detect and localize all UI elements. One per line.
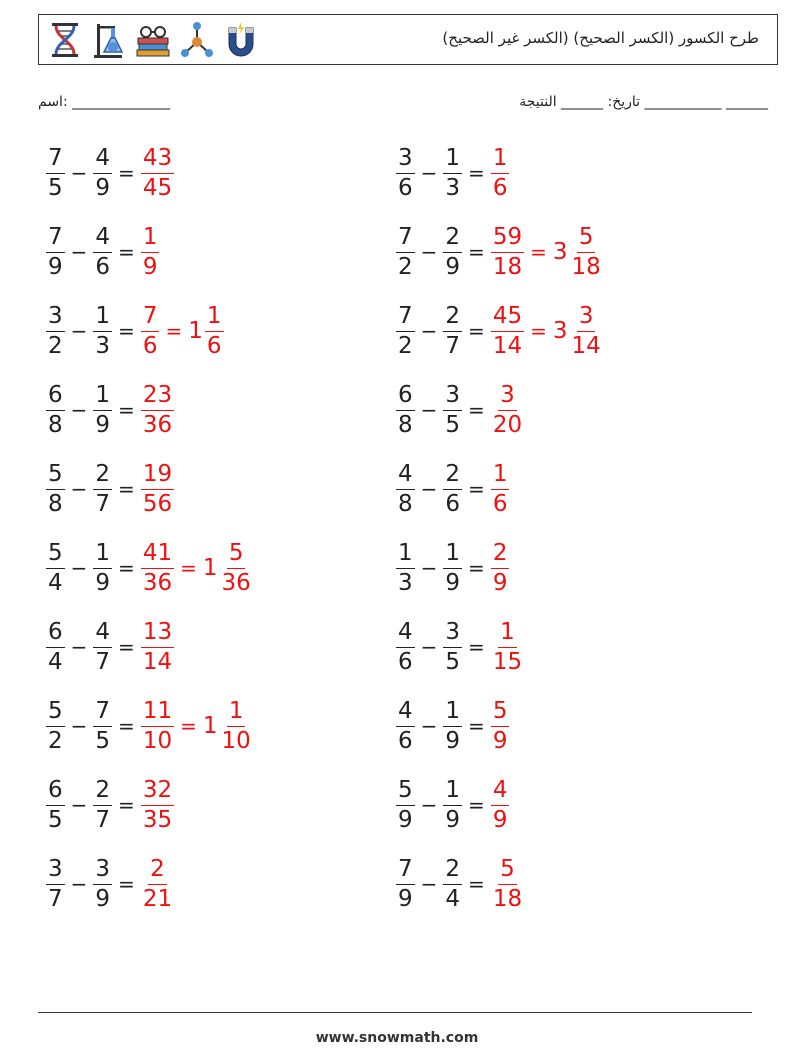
fraction-a-numerator: 6	[46, 621, 65, 648]
fraction-a-denominator: 8	[398, 411, 413, 438]
answer-fraction	[491, 223, 524, 280]
answer	[141, 539, 253, 596]
problem-row	[396, 533, 509, 603]
mixed-whole: 1	[202, 713, 218, 739]
problem-row	[46, 138, 174, 208]
minus-sign: −	[70, 872, 88, 896]
fraction-a-denominator: 7	[48, 885, 63, 912]
fraction-a	[396, 855, 415, 912]
fraction-b-numerator: 2	[93, 463, 112, 490]
answer-fraction	[141, 776, 174, 833]
equals-sign: =	[118, 161, 135, 185]
fraction-b-denominator: 9	[445, 569, 461, 596]
answer	[491, 697, 510, 754]
name-label: اسم: ______________	[38, 94, 171, 110]
fraction-b-numerator: 2	[443, 305, 462, 332]
answer-fraction	[141, 381, 174, 438]
fraction-a-denominator: 4	[48, 648, 63, 675]
fraction-b	[443, 855, 462, 912]
fraction-b	[93, 855, 112, 912]
answer-fraction-numerator: 32	[141, 779, 174, 806]
minus-sign: −	[420, 240, 438, 264]
answer-fraction-denominator: 20	[492, 411, 523, 438]
mixed-numerator: 5	[227, 542, 246, 569]
fraction-a-denominator: 9	[398, 806, 413, 833]
mixed-denominator: 18	[571, 253, 601, 280]
fraction-a-denominator: 5	[48, 174, 63, 201]
minus-sign: −	[420, 319, 438, 343]
answer	[141, 855, 174, 912]
fraction-b-denominator: 9	[95, 569, 111, 596]
answer-equals-sign: =	[165, 319, 183, 343]
answer-fraction-numerator: 1	[141, 226, 160, 253]
fraction-b	[443, 223, 462, 280]
fraction-a	[396, 302, 415, 359]
fraction-a-numerator: 5	[46, 463, 65, 490]
answer	[141, 381, 174, 438]
problem-row	[46, 849, 174, 919]
fraction-b-denominator: 6	[445, 490, 461, 517]
minus-sign: −	[420, 872, 438, 896]
answer-fraction	[491, 144, 510, 201]
minus-sign: −	[420, 161, 438, 185]
fraction-a	[46, 381, 65, 438]
answer	[491, 618, 524, 675]
fraction-b	[443, 776, 462, 833]
equals-sign: =	[118, 793, 135, 817]
minus-sign: −	[70, 161, 88, 185]
problem-row	[396, 691, 509, 761]
answer-fraction-denominator: 15	[492, 648, 523, 675]
lab-stand-flask-icon	[91, 20, 127, 60]
minus-sign: −	[420, 635, 438, 659]
fraction-b-denominator: 5	[445, 648, 461, 675]
equals-sign: =	[118, 872, 135, 896]
fraction-a	[396, 460, 415, 517]
fraction-b-numerator: 1	[443, 542, 462, 569]
fraction-a-denominator: 8	[48, 490, 63, 517]
answer-fraction-numerator: 7	[141, 305, 160, 332]
fraction-b-numerator: 1	[443, 700, 462, 727]
problem-row	[396, 612, 524, 682]
header-icons	[47, 20, 259, 60]
fraction-a-denominator: 8	[398, 490, 413, 517]
answer	[491, 855, 524, 912]
answer-fraction	[141, 618, 174, 675]
fraction-a-numerator: 3	[46, 858, 65, 885]
answer-fraction	[141, 302, 160, 359]
answer	[141, 697, 253, 754]
minus-sign: −	[70, 793, 88, 817]
fraction-b-numerator: 2	[443, 858, 462, 885]
fraction-a-denominator: 2	[48, 332, 63, 359]
fraction-b-numerator: 2	[443, 463, 462, 490]
fraction-a	[396, 697, 415, 754]
fraction-a-denominator: 9	[398, 885, 413, 912]
equals-sign: =	[468, 398, 485, 422]
answer-fraction	[141, 539, 174, 596]
fraction-b-numerator: 4	[93, 621, 112, 648]
fraction-a-numerator: 7	[396, 226, 415, 253]
fraction-b	[443, 539, 462, 596]
fraction-a	[396, 381, 415, 438]
minus-sign: −	[420, 398, 438, 422]
answer-fraction-numerator: 4	[491, 779, 510, 806]
equals-sign: =	[468, 240, 485, 264]
fraction-b	[93, 144, 112, 201]
fraction-a	[396, 539, 415, 596]
fraction-b-denominator: 3	[445, 174, 461, 201]
fraction-b	[93, 776, 112, 833]
fraction-a-numerator: 1	[396, 542, 415, 569]
answer-fraction-numerator: 45	[491, 305, 524, 332]
fraction-b	[93, 697, 112, 754]
answer	[491, 776, 510, 833]
fraction-a-denominator: 8	[48, 411, 63, 438]
fraction-b	[443, 697, 462, 754]
fraction-a	[396, 776, 415, 833]
fraction-b-numerator: 3	[443, 621, 462, 648]
fraction-a-numerator: 4	[396, 621, 415, 648]
answer-fraction-numerator: 1	[491, 463, 510, 490]
mixed-whole: 1	[188, 318, 203, 344]
answer	[491, 144, 510, 201]
answer-fraction-numerator: 2	[491, 542, 510, 569]
answer-fraction-denominator: 9	[492, 727, 508, 754]
problem-row	[46, 533, 253, 603]
answer-fraction-numerator: 1	[491, 147, 510, 174]
mixed-denominator: 10	[221, 727, 251, 754]
answer-fraction-numerator: 1	[498, 621, 517, 648]
minus-sign: −	[70, 477, 88, 501]
answer-fraction-denominator: 9	[142, 253, 158, 280]
answer-fraction-numerator: 19	[141, 463, 174, 490]
answer-fraction-denominator: 56	[142, 490, 173, 517]
fraction-a-numerator: 5	[46, 700, 65, 727]
answer-fraction-denominator: 18	[492, 253, 523, 280]
answer-fraction-denominator: 6	[492, 490, 508, 517]
mixed-numerator: 1	[205, 305, 224, 332]
minus-sign: −	[70, 240, 88, 264]
mixed-fraction	[220, 697, 253, 754]
answer-fraction	[491, 855, 524, 912]
problem-row	[396, 454, 509, 524]
problem-row	[46, 217, 159, 287]
answer-fraction-numerator: 5	[491, 700, 510, 727]
answer-equals-sign: =	[530, 240, 547, 264]
answer-fraction	[141, 855, 174, 912]
answer	[491, 223, 603, 280]
fraction-a	[46, 618, 65, 675]
equals-sign: =	[468, 872, 485, 896]
worksheet-title: طرح الكسور (الكسر الصحيح) (الكسر غير الصحيح)	[442, 29, 759, 47]
mixed-whole: 3	[552, 239, 568, 265]
equals-sign: =	[118, 714, 135, 738]
fraction-a	[46, 539, 65, 596]
mixed-denominator: 36	[221, 569, 251, 596]
fraction-a-denominator: 9	[48, 253, 63, 280]
fraction-b-numerator: 3	[443, 384, 462, 411]
problem-row	[396, 296, 603, 366]
fraction-b	[93, 618, 112, 675]
answer	[141, 776, 174, 833]
fraction-a	[46, 855, 65, 912]
books-glasses-icon	[135, 20, 171, 60]
fraction-b	[93, 302, 112, 359]
fraction-b-denominator: 9	[95, 411, 111, 438]
fraction-b-denominator: 9	[445, 806, 461, 833]
fraction-a	[396, 144, 415, 201]
equals-sign: =	[118, 635, 135, 659]
fraction-b	[443, 460, 462, 517]
mixed-fraction	[220, 539, 253, 596]
answer-fraction	[141, 697, 174, 754]
problem-row	[46, 612, 174, 682]
answer-equals-sign: =	[530, 319, 547, 343]
footer-divider	[38, 1012, 752, 1013]
problem-row	[46, 454, 174, 524]
minus-sign: −	[70, 319, 88, 343]
minus-sign: −	[420, 793, 438, 817]
fraction-a-numerator: 5	[46, 542, 65, 569]
answer-fraction-numerator: 43	[141, 147, 174, 174]
fraction-b-denominator: 7	[95, 648, 111, 675]
answer	[141, 144, 174, 201]
answer	[491, 539, 510, 596]
minus-sign: −	[70, 556, 88, 580]
fraction-b-denominator: 5	[445, 411, 461, 438]
fraction-a-numerator: 6	[396, 384, 415, 411]
answer	[141, 460, 174, 517]
fraction-a	[46, 460, 65, 517]
fraction-a-numerator: 6	[46, 384, 65, 411]
answer-fraction-numerator: 41	[141, 542, 174, 569]
answer	[141, 223, 160, 280]
problem-row	[396, 375, 524, 445]
fraction-a-numerator: 7	[396, 858, 415, 885]
answer-fraction-denominator: 14	[142, 648, 173, 675]
equals-sign: =	[118, 477, 135, 501]
equals-sign: =	[118, 556, 135, 580]
fraction-b-numerator: 4	[93, 147, 112, 174]
answer-fraction-denominator: 10	[142, 727, 173, 754]
footer-website: www.snowmath.com	[315, 1030, 479, 1046]
answer	[491, 460, 510, 517]
fraction-a	[396, 223, 415, 280]
fraction-a-numerator: 5	[396, 779, 415, 806]
equals-sign: =	[468, 477, 485, 501]
answer-fraction-denominator: 45	[142, 174, 173, 201]
fraction-b	[443, 302, 462, 359]
answer-equals-sign: =	[180, 556, 197, 580]
problem-row	[396, 217, 603, 287]
fraction-b-denominator: 9	[95, 885, 111, 912]
fraction-a-numerator: 7	[396, 305, 415, 332]
fraction-b-numerator: 1	[93, 384, 112, 411]
fraction-a	[46, 776, 65, 833]
answer-fraction	[141, 144, 174, 201]
fraction-b-numerator: 3	[93, 858, 112, 885]
answer-equals-sign: =	[180, 714, 197, 738]
answer-fraction-denominator: 6	[492, 174, 508, 201]
fraction-b-numerator: 4	[93, 226, 112, 253]
answer	[491, 381, 524, 438]
fraction-a-numerator: 6	[46, 779, 65, 806]
fraction-a	[46, 302, 65, 359]
equals-sign: =	[468, 635, 485, 659]
equals-sign: =	[468, 714, 485, 738]
answer-fraction	[491, 697, 510, 754]
fraction-a-numerator: 7	[46, 226, 65, 253]
fraction-b-denominator: 9	[95, 174, 111, 201]
fraction-b-denominator: 4	[445, 885, 461, 912]
answer-fraction-denominator: 18	[492, 885, 523, 912]
problem-row	[46, 375, 174, 445]
mixed-numerator: 5	[577, 226, 596, 253]
answer-fraction-numerator: 13	[141, 621, 174, 648]
molecule-icon	[179, 20, 215, 60]
fraction-b-numerator: 1	[443, 147, 462, 174]
minus-sign: −	[70, 398, 88, 422]
problem-row	[396, 849, 524, 919]
fraction-a-denominator: 6	[398, 648, 413, 675]
fraction-b-denominator: 9	[445, 727, 461, 754]
equals-sign: =	[468, 161, 485, 185]
answer-fraction-denominator: 35	[142, 806, 173, 833]
problem-row	[46, 770, 174, 840]
answer-fraction	[491, 460, 510, 517]
fraction-a-denominator: 5	[48, 806, 63, 833]
problem-row	[396, 138, 509, 208]
fraction-b-numerator: 1	[93, 305, 112, 332]
mixed-fraction	[570, 223, 603, 280]
mixed-denominator: 6	[206, 332, 222, 359]
fraction-b-numerator: 7	[93, 700, 112, 727]
fraction-b-denominator: 7	[95, 806, 111, 833]
header-box	[38, 14, 778, 65]
answer-fraction-numerator: 11	[141, 700, 174, 727]
fraction-b	[443, 144, 462, 201]
answer	[141, 618, 174, 675]
answer-fraction	[491, 776, 510, 833]
fraction-b	[93, 539, 112, 596]
magnet-icon	[223, 20, 259, 60]
answer-fraction	[491, 618, 524, 675]
answer-fraction	[491, 302, 524, 359]
fraction-b	[93, 460, 112, 517]
problem-row	[396, 770, 509, 840]
fraction-a-denominator: 2	[398, 332, 413, 359]
problem-row	[46, 691, 253, 761]
equals-sign: =	[468, 556, 485, 580]
fraction-a-denominator: 2	[48, 727, 63, 754]
mixed-numerator: 1	[227, 700, 246, 727]
fraction-a-denominator: 6	[398, 727, 413, 754]
fraction-a-numerator: 4	[396, 463, 415, 490]
date-score-label: تاريخ: ______ النتيجة ___________ ______	[519, 94, 768, 110]
fraction-b-numerator: 1	[93, 542, 112, 569]
mixed-fraction	[205, 302, 224, 359]
answer-fraction	[491, 381, 524, 438]
mixed-whole: 3	[552, 318, 568, 344]
fraction-a-numerator: 3	[396, 147, 415, 174]
fraction-a-numerator: 3	[46, 305, 65, 332]
minus-sign: −	[70, 714, 88, 738]
equals-sign: =	[118, 240, 135, 264]
answer-fraction-numerator: 5	[498, 858, 517, 885]
fraction-b-numerator: 1	[443, 779, 462, 806]
minus-sign: −	[70, 635, 88, 659]
answer-fraction-denominator: 36	[142, 411, 173, 438]
mixed-fraction	[570, 302, 603, 359]
answer-fraction	[141, 223, 160, 280]
fraction-b-denominator: 7	[445, 332, 461, 359]
fraction-b-numerator: 2	[443, 226, 462, 253]
fraction-a-denominator: 6	[398, 174, 413, 201]
fraction-b-denominator: 3	[95, 332, 111, 359]
fraction-b-denominator: 7	[95, 490, 111, 517]
answer	[141, 302, 224, 359]
mixed-numerator: 3	[577, 305, 596, 332]
fraction-a	[396, 618, 415, 675]
answer-fraction	[491, 539, 510, 596]
mixed-denominator: 14	[571, 332, 601, 359]
fraction-a-numerator: 4	[396, 700, 415, 727]
minus-sign: −	[420, 556, 438, 580]
answer-fraction-denominator: 36	[142, 569, 173, 596]
fraction-b	[443, 381, 462, 438]
dna-icon	[47, 20, 83, 60]
mixed-whole: 1	[202, 555, 218, 581]
answer-fraction-denominator: 6	[142, 332, 158, 359]
answer-fraction-numerator: 2	[148, 858, 167, 885]
fraction-b	[93, 381, 112, 438]
answer-fraction	[141, 460, 174, 517]
answer-fraction-denominator: 9	[492, 806, 508, 833]
problem-row	[46, 296, 224, 366]
equals-sign: =	[118, 319, 135, 343]
fraction-a	[46, 697, 65, 754]
minus-sign: −	[420, 477, 438, 501]
fraction-b-denominator: 5	[95, 727, 111, 754]
fraction-a-numerator: 7	[46, 147, 65, 174]
answer-fraction-numerator: 59	[491, 226, 524, 253]
fraction-a	[46, 223, 65, 280]
fraction-b	[93, 223, 112, 280]
answer-fraction-denominator: 9	[492, 569, 508, 596]
fraction-a-denominator: 3	[398, 569, 413, 596]
answer-fraction-denominator: 21	[142, 885, 173, 912]
answer-fraction-numerator: 23	[141, 384, 174, 411]
fraction-b-denominator: 9	[445, 253, 461, 280]
answer-fraction-denominator: 14	[492, 332, 523, 359]
equals-sign: =	[118, 398, 135, 422]
equals-sign: =	[468, 319, 485, 343]
minus-sign: −	[420, 714, 438, 738]
fraction-a	[46, 144, 65, 201]
equals-sign: =	[468, 793, 485, 817]
fraction-a-denominator: 4	[48, 569, 63, 596]
fraction-b-numerator: 2	[93, 779, 112, 806]
answer	[491, 302, 603, 359]
fraction-a-denominator: 2	[398, 253, 413, 280]
fraction-b	[443, 618, 462, 675]
fraction-b-denominator: 6	[95, 253, 111, 280]
answer-fraction-numerator: 3	[498, 384, 517, 411]
